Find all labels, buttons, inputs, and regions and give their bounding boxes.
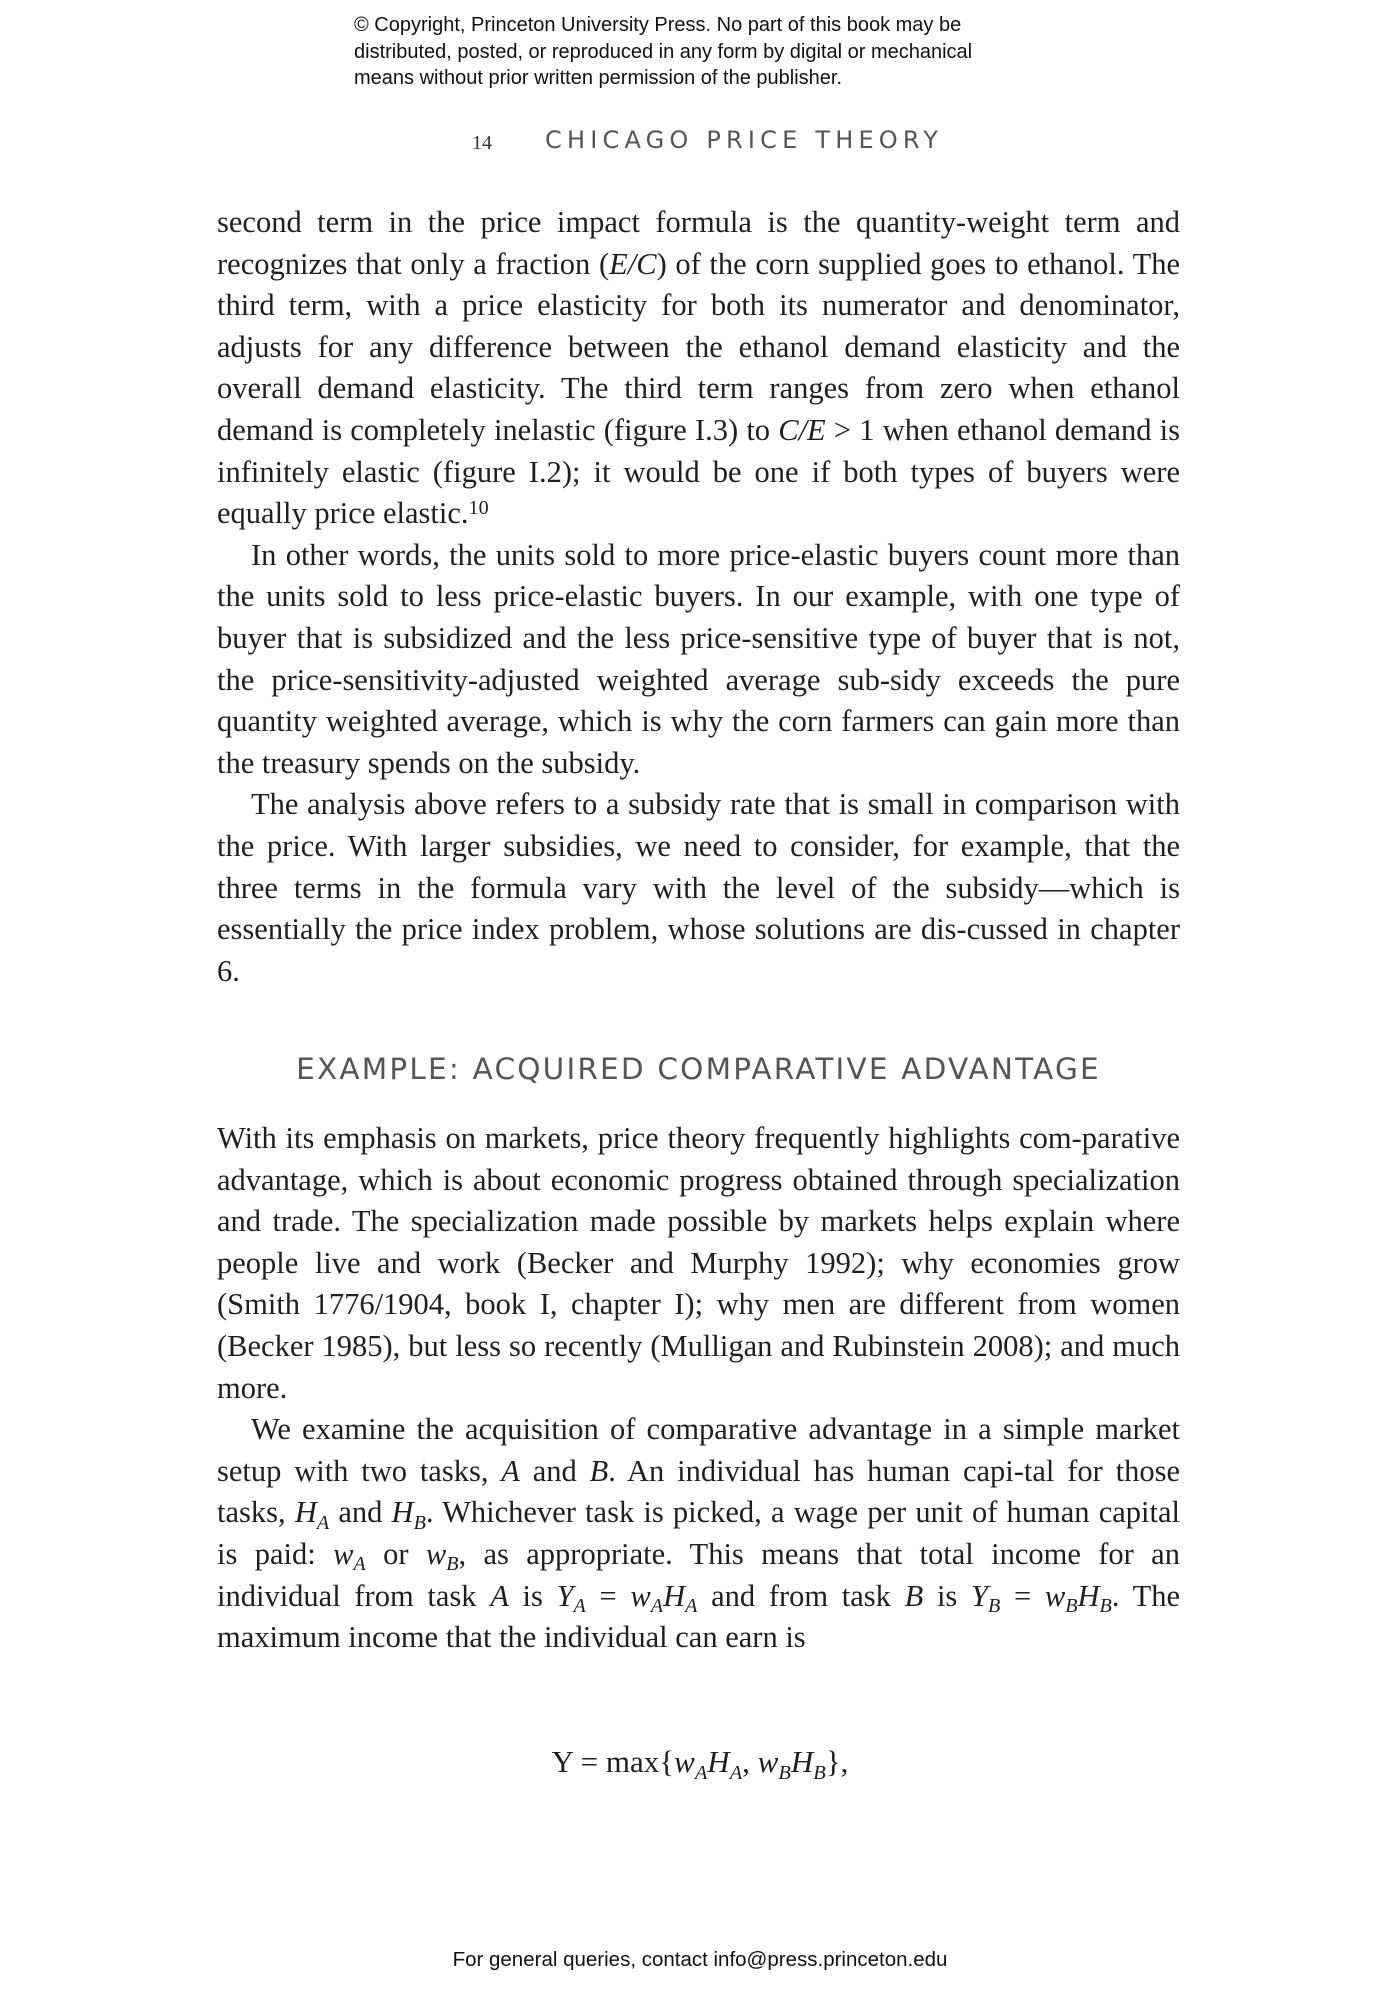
copyright-line-1: © Copyright, Princeton University Press. No part of this book may be bbox=[354, 14, 962, 36]
section-heading: EXAMPLE: ACQUIRED COMPARATIVE ADVANTAGE bbox=[296, 1052, 1101, 1086]
paragraph-1: second term in the price impact formula is the quantity-weight term and recognizes that only a fraction (E/C) of the corn supplied goes to ethanol. The third term, with a price elasticity for both its numerator and denominator, adjusts for any difference between the ethanol demand elasticity and the overall demand elasticity. The third term ranges from zero when ethanol demand is completely inelastic (figure I.3) to C/E > 1 when ethanol demand is infinitely elastic (figure I.2); it would be one if both types of buyers were equally price elastic.$^{10}$ bbox=[217, 205, 1181, 531]
footnote-marker: 10 bbox=[468, 497, 489, 520]
page-number: 14 bbox=[472, 132, 492, 154]
book-title: CHICAGO PRICE THEORY bbox=[545, 126, 944, 154]
paragraph-2: In other words, the units sold to more price-elastic buyers count more than the units sold to less price-elastic buyers. In our example, with one type of buyer that is subsidized and the less price-sensitive type of buyer that is not, the price-sensitivity-adjusted weighted average sub-sidy exceeds the pure quantity weighted average, which is why the corn farmers can gain more than the treasury spends on the subsidy. bbox=[217, 537, 1180, 780]
copyright-line-3: means without prior written permission of the publisher. bbox=[354, 67, 843, 89]
paragraph-3: The analysis above refers to a subsidy rate that is small in comparison with the price. With larger subsidies, we need to consider, for example, that the three terms in the formula vary with the level of the subsidy—which is essentially the price index problem, whose solutions are dis-cussed in chapter 6. bbox=[217, 787, 1180, 988]
body-text-lower bbox=[217, 1118, 1180, 1659]
paragraph-5: We examine the acquisition of comparative advantage in a simple market setup with two tasks, A and B. An individual has human capi-tal for those tasks, $H_A$ and $H_B$. Whichever task is picked, a wage per unit of human capital is paid: $w_A$ or $w_B$, as appropriate. This means that total income for an individual from task A is $Y_A = w_AH_A$ and from task B is $Y_B = w_BH_B$. The maximum income that the individual can earn is bbox=[217, 1412, 1181, 1655]
paragraph-4: With its emphasis on markets, price theory frequently highlights com-parative advantage, which is about economic progress obtained through specialization and trade. The specialization made possible by markets helps explain where people live and work (Becker and Murphy 1992); why economies grow (Smith 1776/1904, book I, chapter I); why men are different from women (Becker 1985), but less so recently (Mulligan and Rubinstein 2008); and much more. bbox=[217, 1121, 1180, 1405]
max-income-equation: $Y = \max\{w_AH_A$, $w_BH_B$}, bbox=[551, 1744, 849, 1784]
copyright-line-2: distributed, posted, or reproduced in any form by digital or mechanical bbox=[354, 40, 973, 63]
running-head bbox=[0, 126, 1400, 166]
copyright-notice bbox=[354, 12, 1114, 92]
footer-contact: For general queries, contact info@press.princeton.edu bbox=[452, 1948, 948, 1971]
body-text-upper bbox=[217, 202, 1180, 992]
